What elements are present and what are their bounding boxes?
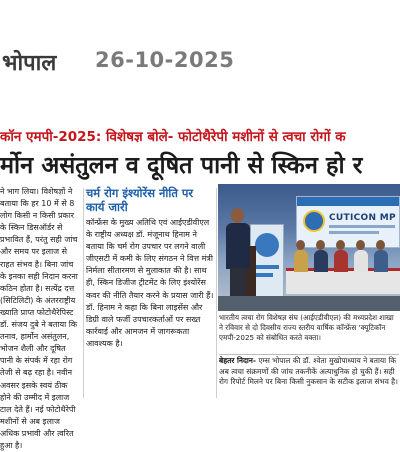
brief-dateline: बेहतर निदान- <box>219 356 256 365</box>
conference-photo <box>218 184 400 311</box>
middle-column-text: कॉन्फ्रेंस के मुख्य अतिथि एवं आईएडीवीएल के राष्ट्रीय अध्यक्ष डॉ. मंजूनाथ हिनाम ने बताया कि चर्म रोग उपचार पर लगने वाली जीएसटी में कमी के लिए संगठन ने वित्त मंत्री निर्मला सीतारमण से मुलाकात की है। साथ ही, स्किन डिजीज ट्रीटमेंट के लिए इंश्योरेंस कवर की नीति तैयार करने के प्रयास जारी हैं। डॉ. हिनाम ने कहा कि बिना लाइसेंस और डिग्री वाले फर्जी उपचारकर्ताओं पर सख्त कार्रवाई और आमजन में जागरूकता आवश्यक है। <box>86 218 214 348</box>
article-middle-column <box>86 186 214 400</box>
strap-kicker: कॉन एमपी-2025: <box>0 129 102 145</box>
strap-text: विशेषज्ञ बोले- फोटोथैरेपी मशीनों से त्वचा रोगों क <box>101 129 346 145</box>
stage-floor <box>218 296 400 311</box>
photo-caption: भारतीय त्वचा रोग विशेषज्ञ संघ (आईएडीवीएल) की मध्यप्रदेश शाखा ने रविवार से दो दिवसीय राज्य स्तरीय वार्षिक कॉन्फ्रेंस 'क्यूटिकॉन एमपी-2025 को संबोधित करते वक्ता। <box>219 313 394 342</box>
speaker-figure <box>224 208 250 298</box>
article-left-column <box>0 186 80 450</box>
subheading: चर्म रोग इंश्योरेंस नीति पर कार्य जारी <box>86 186 194 214</box>
news-brief <box>219 356 399 400</box>
guest-figure <box>354 250 368 272</box>
brief-text: एम्स भोपाल की डॉ. श्वेता मुखोपाध्याय ने बताया कि अब त्वचा संक्रमणों की जांच तकनीकें अत्याधुनिक हो चुकी हैं। सही रोग रिपोर्ट मिलने पर बिना किसी नुकसान के सटीक इलाज संभव है। <box>219 356 398 387</box>
masthead <box>0 0 400 128</box>
guest-figure <box>374 250 388 272</box>
headline: र्मोन असंतुलन व दूषित पानी से स्किन हो र <box>0 151 363 179</box>
column-divider <box>216 188 217 398</box>
guest-figure <box>314 250 328 272</box>
edition-date: 26-10-2025 <box>95 48 235 72</box>
city-name: भोपाल <box>2 51 57 76</box>
screen-title: CUTICON MP <box>329 213 396 223</box>
strap-line <box>0 128 400 146</box>
left-column-text: ने भाग लिया। विशेषज्ञों ने बताया कि हर 10 में से 8 लोग किसी न किसी प्रकार के स्किन डिसऑर्डर से प्रभावित हैं, परंतु सही जांच और समय पर इलाज से राहत संभव है। बिना जांच के इनका सही निदान करना कठिन होता है। सत्येंद्र दत्त (सिटिलिटी) के अंतरराष्ट्रीय ख्याति प्राप्त फोटोथैरेपिस्ट डॉ. संजय दुबे ने बताया कि तनाव, हार्मोन असंतुलन, भोजन शैली और दूषित पानी के संपर्क में रहा रोग तेजी से बढ़ रहा है। नवीन अवसर इसके स्वयं ठीक होने की उम्मीद में इलाज टाल देते हैं। नई फोटोथैरेपी मशीनों से अब इलाज अधिक प्रभावी और त्वरित हुआ है। <box>0 187 78 450</box>
guest-figure <box>334 250 348 272</box>
guest-figure <box>294 250 308 272</box>
column-divider <box>83 188 84 398</box>
section-divider <box>219 354 399 355</box>
stage-screen <box>296 196 400 248</box>
conference-logo-icon <box>303 210 325 232</box>
